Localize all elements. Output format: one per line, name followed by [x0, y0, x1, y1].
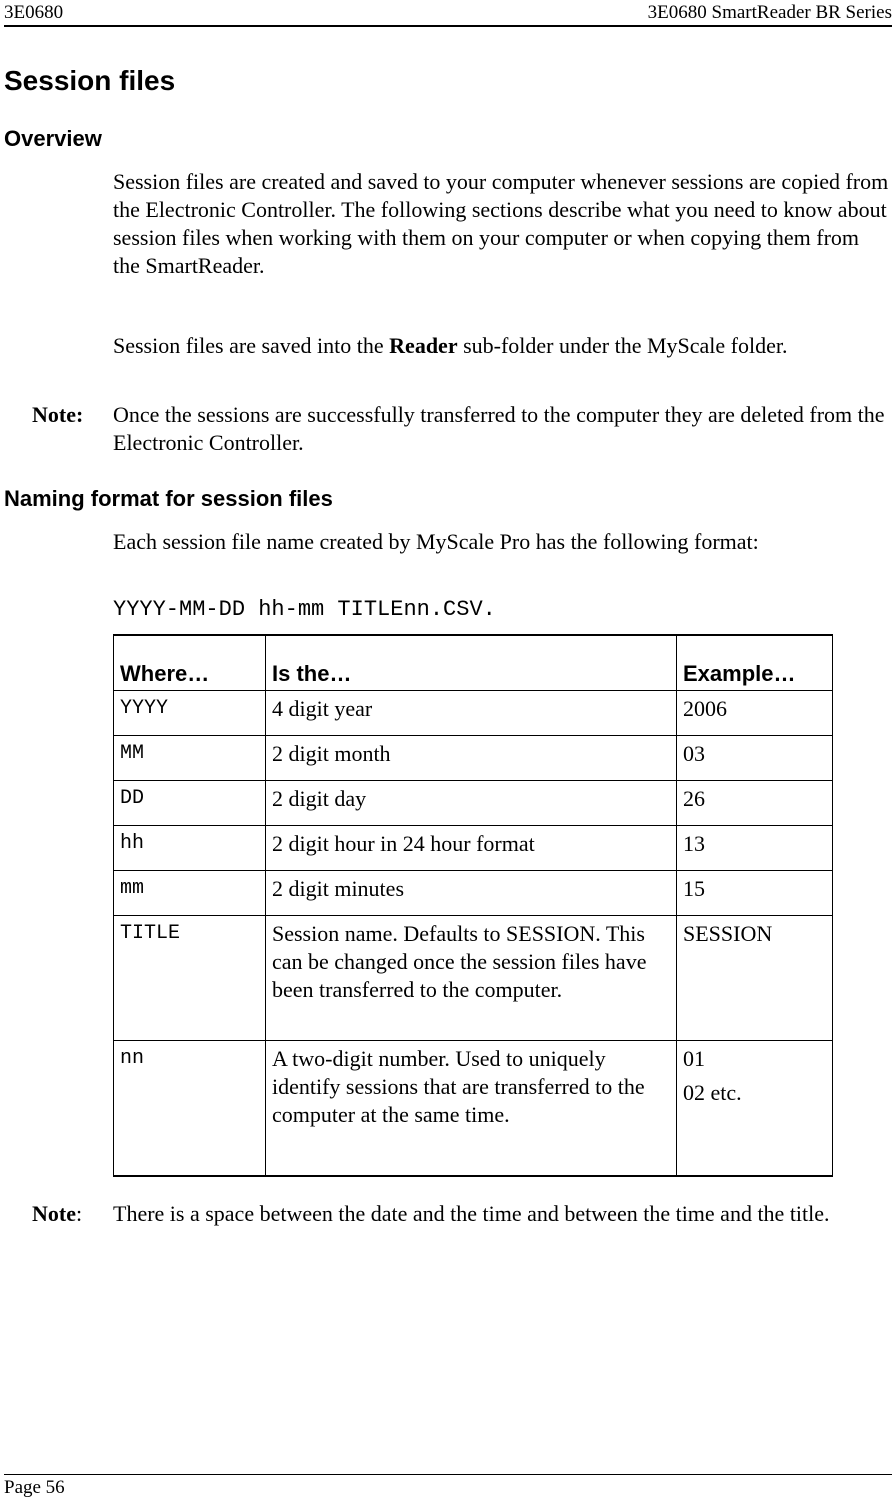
reader-folder-name: Reader [389, 333, 458, 358]
cell-code: mm [114, 871, 266, 916]
naming-note-label [32, 1200, 82, 1228]
cell-description: 2 digit hour in 24 hour format [266, 826, 677, 871]
cell-code: DD [114, 781, 266, 826]
naming-heading: Naming format for session files [4, 486, 333, 511]
column-header-is-the: Is the… [266, 635, 677, 691]
example-line-1: 01 [683, 1046, 705, 1071]
cell-description: 4 digit year [266, 691, 677, 736]
cell-description: Session name. Defaults to SESSION. This can be changed once the session files have been transferred to the computer. [266, 916, 677, 1041]
filename-format: YYYY-MM-DD hh-mm TITLEnn.CSV. [113, 597, 496, 622]
overview-heading: Overview [4, 126, 102, 151]
cell-example: 26 [677, 781, 833, 826]
cell-description: 2 digit minutes [266, 871, 677, 916]
cell-example: SESSION [677, 916, 833, 1041]
page-footer [4, 1474, 892, 1501]
naming-note-text: There is a space between the date and the time and between the time and the title. [113, 1201, 830, 1226]
cell-code: TITLE [114, 916, 266, 1041]
cell-description: 2 digit month [266, 736, 677, 781]
page-header [4, 0, 892, 27]
cell-example: 2006 [677, 691, 833, 736]
column-header-where: Where… [114, 635, 266, 691]
table-row [114, 871, 833, 916]
example-line-2: 02 etc. [683, 1080, 742, 1105]
overview-note-text: Once the sessions are successfully transferred to the computer they are deleted from the Electronic Controller. [113, 402, 885, 455]
p2-text-before: Session files are saved into the [113, 333, 390, 358]
table-row [114, 691, 833, 736]
column-header-example: Example… [677, 635, 833, 691]
table-row [114, 916, 833, 1041]
cell-example [677, 1041, 833, 1177]
cell-example: 15 [677, 871, 833, 916]
cell-description: A two-digit number. Used to uniquely identify sessions that are transferred to the computer at the same time. [266, 1041, 677, 1177]
cell-example: 13 [677, 826, 833, 871]
naming-note-label-text: Note [32, 1201, 76, 1226]
p2-text-after: sub-folder under the MyScale folder. [457, 333, 788, 358]
cell-code: nn [114, 1041, 266, 1177]
cell-description: 2 digit day [266, 781, 677, 826]
overview-paragraph-2 [113, 332, 891, 360]
overview-paragraph-1: Session files are created and saved to your computer whenever sessions are copied from the Electronic Controller. The following sections describe what you need to know about session files when working with them on your computer or when copying them from the SmartReader. [113, 169, 889, 278]
naming-intro: Each session file name created by MyScale Pro has the following format: [113, 529, 759, 554]
table-row [114, 826, 833, 871]
naming-format-table [113, 634, 833, 1177]
header-series-title: 3E0680 SmartReader BR Series [647, 2, 892, 23]
table-row [114, 781, 833, 826]
table-row [114, 1041, 833, 1177]
section-title: Session files [4, 65, 176, 96]
cell-code: hh [114, 826, 266, 871]
naming-note-colon: : [75, 1201, 83, 1226]
cell-code: MM [114, 736, 266, 781]
page-number: Page 56 [4, 1477, 65, 1498]
header-doc-id: 3E0680 [4, 2, 64, 23]
overview-note-label: Note: [32, 402, 84, 427]
table-row [114, 736, 833, 781]
cell-code: YYYY [114, 691, 266, 736]
table-header-row [114, 635, 833, 691]
cell-example: 03 [677, 736, 833, 781]
